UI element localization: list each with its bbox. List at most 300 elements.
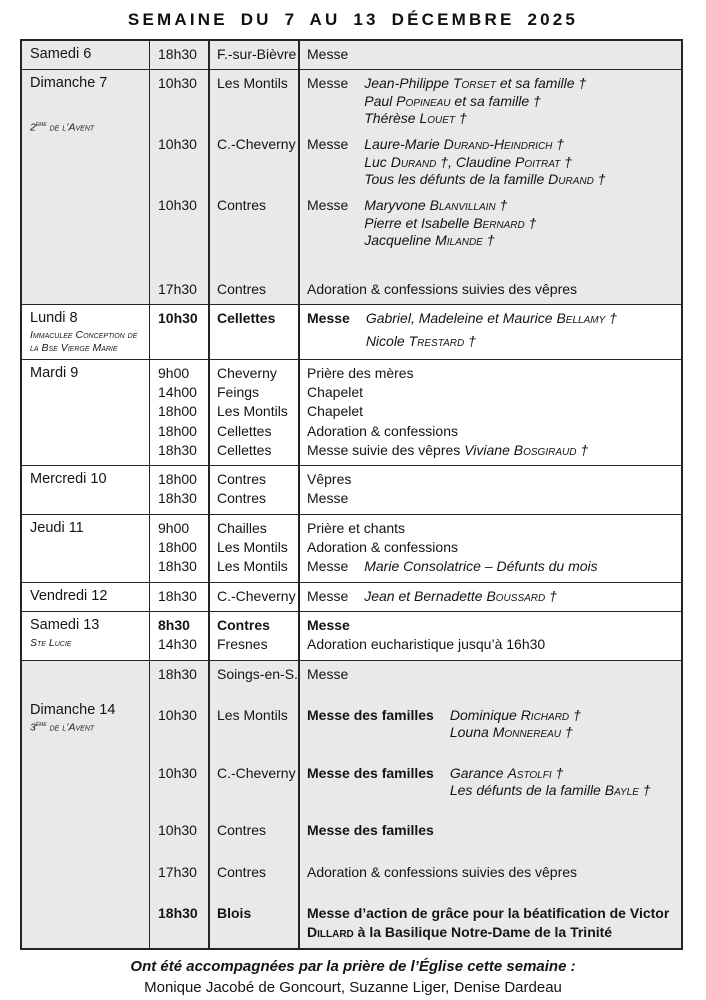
text-segment: ème	[35, 120, 47, 128]
event-row	[150, 364, 681, 383]
time-cell: 10h30	[158, 136, 197, 153]
text-segment: Prière des mères	[307, 364, 414, 381]
place-cell: Feings	[217, 383, 260, 400]
place-cell: Fresnes	[217, 636, 268, 653]
event-label	[307, 489, 348, 508]
text-segment: Richard	[520, 706, 570, 723]
time-cell: 18h30	[158, 441, 197, 458]
column-divider	[298, 583, 300, 611]
text-segment: Viviane	[464, 441, 514, 458]
intentions-block	[364, 557, 597, 575]
event-label	[307, 74, 348, 93]
events-area	[150, 70, 681, 304]
intention-line	[364, 75, 586, 92]
event-row	[150, 706, 681, 742]
event-row	[150, 587, 681, 606]
time-cell: 18h00	[158, 471, 197, 488]
intentions-block	[364, 587, 557, 605]
intentions-block	[450, 764, 651, 800]
column-divider	[298, 41, 300, 69]
place-cell: Les Montils	[217, 558, 288, 575]
page-title: SEMAINE DU 7 AU 13 DÉCEMBRE 2025	[127, 10, 579, 29]
text-segment: †	[561, 724, 573, 741]
day-row	[22, 304, 681, 359]
event-row	[150, 616, 681, 635]
text-segment: Adoration & confessions	[307, 539, 458, 556]
day-row	[22, 582, 681, 611]
column-divider	[298, 515, 300, 582]
time-cell: 14h30	[158, 636, 197, 653]
place-cell: Cheverny	[217, 364, 277, 381]
event-label	[307, 665, 348, 684]
place-cell: Contres	[217, 617, 270, 634]
event-label	[307, 470, 351, 489]
text-segment: Messe	[307, 197, 349, 214]
text-segment: Les défunts de la famille	[449, 782, 605, 799]
day-subtitle	[30, 637, 143, 650]
description-cell	[298, 45, 681, 64]
text-segment: de l’Avent	[46, 121, 95, 134]
text-segment: †	[605, 309, 617, 326]
day-name: Dimanche 14	[30, 701, 116, 718]
text-segment: Messe	[307, 309, 350, 326]
event-row	[150, 519, 681, 538]
event-row	[150, 557, 681, 576]
text-segment: †	[524, 214, 537, 231]
column-divider	[298, 466, 300, 514]
text-segment: Messe	[307, 490, 349, 507]
text-segment: Jacqueline	[364, 232, 436, 249]
description-cell	[298, 557, 681, 576]
day-cell	[22, 612, 150, 660]
column-divider	[208, 305, 210, 359]
description-cell	[298, 383, 681, 402]
text-segment: Monnereau	[492, 724, 562, 741]
time-cell: 10h30	[158, 197, 197, 214]
intention-line	[364, 110, 586, 127]
description-cell	[298, 538, 681, 557]
text-segment: Messe	[307, 617, 350, 634]
description-cell	[298, 196, 681, 249]
place-cell: Contres	[217, 280, 267, 297]
time-cell: 10h30	[158, 75, 197, 92]
day-cell	[22, 515, 150, 582]
time-cell: 9h00	[158, 364, 190, 381]
day-cell	[22, 41, 150, 69]
place-cell: F.-sur-Bièvre	[217, 46, 297, 62]
time-cell: 18h30	[158, 905, 198, 922]
column-divider	[298, 70, 300, 304]
description-cell	[298, 587, 681, 606]
day-cell	[22, 661, 150, 948]
event-row	[150, 45, 681, 64]
event-label	[307, 422, 458, 441]
text-segment: Messe des familles	[307, 764, 434, 781]
place-cell: Contres	[217, 471, 267, 488]
event-label	[307, 538, 458, 557]
text-segment: Adoration eucharistique jusqu’à 16h30	[307, 636, 546, 653]
text-segment: Dillard	[307, 924, 354, 941]
event-row	[150, 764, 681, 800]
event-row	[150, 383, 681, 402]
text-segment: †	[576, 441, 589, 458]
day-row	[22, 514, 681, 582]
events-area	[150, 466, 681, 514]
description-cell	[298, 489, 681, 508]
place-cell: Les Montils	[217, 539, 288, 556]
event-row	[150, 402, 681, 421]
text-segment: Marie Consolatrice – Défunts du mois	[364, 558, 598, 575]
schedule-table	[20, 39, 683, 950]
event-label	[307, 764, 434, 783]
event-label	[307, 196, 348, 215]
description-cell	[298, 764, 681, 800]
place-cell: Contres	[217, 490, 267, 507]
text-segment: †	[560, 153, 572, 170]
description-cell	[298, 635, 681, 654]
column-divider	[208, 41, 210, 69]
text-segment: †	[464, 333, 476, 350]
text-segment: Dominique	[449, 706, 521, 723]
event-row	[150, 441, 681, 460]
text-segment: Louna	[449, 724, 493, 741]
intention-line	[450, 724, 581, 741]
description-cell	[298, 821, 681, 840]
text-segment: Maryvone	[364, 197, 430, 214]
day-name: Samedi 13	[30, 617, 100, 634]
place-cell: Contres	[217, 863, 267, 880]
text-segment: ème	[35, 721, 47, 729]
time-cell: 17h30	[158, 280, 197, 297]
intention-line	[364, 197, 536, 214]
description-cell	[298, 422, 681, 441]
place-cell: C.-Cheverny	[217, 764, 296, 781]
description-cell	[298, 665, 681, 684]
event-label	[307, 45, 348, 64]
column-divider	[208, 466, 210, 514]
text-segment: Bernard	[473, 214, 525, 231]
place-cell: Les Montils	[217, 403, 288, 420]
column-divider	[208, 612, 210, 660]
events-area	[150, 583, 681, 611]
text-segment: Messe	[307, 587, 349, 604]
text-segment: Bellamy	[556, 309, 606, 326]
text-segment: Jean-Philippe	[364, 75, 453, 92]
event-row	[150, 489, 681, 508]
time-cell: 18h00	[158, 403, 197, 420]
text-segment: 3	[30, 721, 36, 734]
day-row	[22, 660, 681, 948]
text-segment: Durand	[548, 171, 594, 188]
text-segment: Messe	[307, 75, 349, 92]
text-segment: Messe	[307, 136, 349, 153]
event-label	[307, 557, 348, 576]
text-segment: Blanvillain	[429, 197, 496, 214]
day-cell	[22, 70, 150, 304]
time-cell: 14h00	[158, 383, 197, 400]
events-area	[150, 661, 681, 948]
time-cell: 9h00	[158, 519, 190, 536]
event-label	[307, 280, 577, 299]
time-cell: 10h30	[158, 309, 198, 326]
day-row	[22, 69, 681, 304]
footer-names: Monique Jacobé de Goncourt, Suzanne Liger, Denise Dardeau	[144, 978, 562, 996]
time-cell: 10h30	[158, 822, 197, 839]
event-row	[150, 470, 681, 489]
text-segment: à la Basilique Notre-Dame de la Trinité	[353, 924, 613, 941]
text-segment: †	[482, 232, 495, 249]
place-cell: Blois	[217, 905, 252, 922]
time-cell: 18h00	[158, 422, 197, 439]
event-label	[307, 587, 348, 606]
text-segment: Ste Lucie	[30, 636, 72, 649]
description-cell	[298, 135, 681, 188]
description-cell	[298, 904, 681, 943]
intention-line	[366, 310, 617, 327]
day-cell	[22, 360, 150, 466]
intention-line	[364, 93, 586, 110]
text-segment: †, Claudine	[436, 153, 515, 170]
text-segment: Bosgiraud	[513, 441, 577, 458]
time-cell: 17h30	[158, 863, 197, 880]
description-cell	[298, 470, 681, 489]
text-segment: Pierre et Isabelle	[364, 214, 474, 231]
day-cell	[22, 583, 150, 611]
column-divider	[298, 612, 300, 660]
events-area	[150, 360, 681, 466]
description-cell	[298, 519, 681, 538]
intention-line	[366, 333, 617, 350]
text-segment: Messe	[307, 665, 349, 682]
text-segment: Messe suivie des vêpres	[307, 441, 465, 458]
text-segment: Prière et chants	[307, 519, 406, 536]
column-divider	[208, 70, 210, 304]
description-cell	[298, 364, 681, 383]
description-cell	[298, 74, 681, 127]
event-row	[150, 74, 681, 127]
time-cell: 18h30	[158, 46, 197, 62]
time-cell: 18h30	[158, 587, 197, 604]
description-cell	[298, 863, 681, 882]
day-subtitle	[30, 329, 143, 354]
text-segment: et sa famille †	[450, 92, 541, 109]
event-label	[307, 309, 350, 328]
text-segment: Bayle	[604, 782, 639, 799]
text-segment: et sa famille †	[495, 75, 587, 92]
events-area	[150, 515, 681, 582]
text-segment: Torset	[452, 75, 496, 92]
text-segment: Popineau	[396, 92, 451, 109]
event-label	[307, 821, 434, 840]
day-cell	[22, 305, 150, 359]
text-segment: †	[569, 706, 581, 723]
description-cell	[298, 280, 681, 299]
text-segment: †	[455, 110, 467, 127]
time-cell: 18h00	[158, 539, 197, 556]
day-row	[22, 611, 681, 660]
place-cell: Chailles	[217, 519, 267, 536]
intention-line	[364, 558, 597, 575]
event-label	[307, 863, 577, 882]
day-cell	[22, 466, 150, 514]
day-row	[22, 41, 681, 69]
text-segment: Gabriel, Madeleine et Maurice	[365, 309, 557, 326]
text-segment: Adoration & confessions	[307, 422, 458, 439]
intentions-block	[364, 196, 536, 249]
footer-heading: Ont été accompagnées par la prière de l’Église cette semaine :	[130, 957, 576, 975]
footer	[0, 958, 706, 996]
event-row	[150, 422, 681, 441]
description-cell	[298, 616, 681, 635]
intention-line	[364, 136, 605, 153]
intention-line	[450, 782, 651, 799]
time-cell: 18h30	[158, 665, 197, 682]
text-segment: †	[552, 136, 565, 153]
text-segment: 2	[30, 121, 36, 134]
event-label	[307, 519, 405, 538]
text-segment: Messe des familles	[307, 822, 434, 839]
event-label	[307, 441, 588, 460]
event-label	[307, 135, 348, 154]
column-divider	[208, 360, 210, 466]
text-segment: Poitrat	[514, 153, 561, 170]
text-segment: Tous les défunts de la famille	[364, 171, 549, 188]
event-row	[150, 280, 681, 299]
day-name: Samedi 6	[30, 46, 92, 62]
intention-line	[364, 232, 536, 249]
event-row	[150, 196, 681, 249]
text-segment: Immaculee Conception de la Bse Vierge Marie	[30, 329, 138, 355]
event-row	[150, 309, 681, 351]
events-area	[150, 41, 681, 69]
intention-line	[364, 154, 605, 171]
text-segment: Trestard	[408, 333, 465, 350]
day-name: Mercredi 10	[30, 471, 107, 488]
time-cell: 10h30	[158, 764, 197, 781]
day-name: Mardi 9	[30, 364, 79, 381]
text-segment: Laure-Marie	[364, 136, 444, 153]
text-segment: Adoration & confessions suivies des vêpres	[307, 280, 578, 297]
event-label	[307, 706, 434, 725]
event-row	[150, 538, 681, 557]
intention-line	[364, 171, 605, 188]
text-segment: Astolfi	[507, 764, 552, 781]
event-row	[150, 821, 681, 840]
event-row	[150, 635, 681, 654]
text-segment: Garance	[449, 764, 508, 781]
intention-line	[364, 588, 557, 605]
description-cell	[298, 309, 681, 351]
day-subtitle	[30, 721, 143, 734]
place-cell: Soings-en-S.	[217, 665, 298, 682]
event-label	[307, 364, 414, 383]
place-cell: Contres	[217, 822, 267, 839]
intentions-block	[364, 135, 605, 188]
place-cell: C.-Cheverny	[217, 587, 296, 604]
text-segment: Messe des familles	[307, 706, 434, 723]
place-cell: Contres	[217, 197, 267, 214]
text-segment: Durand-Heindrich	[443, 136, 553, 153]
text-segment: Messe	[307, 558, 349, 575]
time-cell: 18h30	[158, 490, 197, 507]
description-cell	[298, 441, 681, 460]
description-cell	[298, 706, 681, 742]
place-cell: Les Montils	[217, 706, 288, 723]
intentions-block	[450, 706, 581, 742]
intentions-block	[366, 309, 617, 351]
column-divider	[208, 661, 210, 948]
description-cell	[298, 402, 681, 421]
events-area	[150, 612, 681, 660]
column-divider	[298, 661, 300, 948]
time-cell: 10h30	[158, 706, 197, 723]
event-label	[307, 635, 545, 654]
text-segment: Paul	[364, 92, 397, 109]
text-segment: †	[495, 197, 508, 214]
day-row	[22, 465, 681, 514]
day-row	[22, 359, 681, 466]
event-label	[307, 904, 673, 943]
event-label	[307, 383, 363, 402]
place-cell: C.-Cheverny	[217, 136, 296, 153]
event-row	[150, 904, 681, 943]
text-segment: Nicole	[365, 333, 409, 350]
text-segment: Messe	[307, 46, 349, 62]
day-name: Vendredi 12	[30, 587, 108, 604]
text-segment: Jean et Bernadette	[364, 587, 487, 604]
intentions-block	[364, 74, 586, 127]
text-segment: Durand	[390, 153, 437, 170]
text-segment: Messe d’action de grâce pour la béatification de Victor	[307, 905, 670, 922]
place-cell: Cellettes	[217, 309, 276, 326]
day-name: Lundi 8	[30, 309, 78, 326]
text-segment: Chapelet	[307, 383, 364, 400]
intention-line	[450, 765, 651, 782]
place-cell: Cellettes	[217, 422, 272, 439]
day-subtitle	[30, 121, 143, 134]
text-segment: †	[551, 764, 564, 781]
text-segment: Vêpres	[307, 471, 352, 488]
text-segment: Milande	[435, 232, 483, 249]
place-cell: Cellettes	[217, 441, 272, 458]
text-segment: †	[638, 782, 651, 799]
text-segment: Adoration & confessions suivies des vêpres	[307, 863, 578, 880]
events-area	[150, 305, 681, 359]
text-segment: de l’Avent	[46, 721, 95, 734]
day-name: Jeudi 11	[30, 519, 84, 536]
time-cell: 8h30	[158, 617, 190, 634]
event-row	[150, 135, 681, 188]
column-divider	[298, 360, 300, 466]
event-label	[307, 616, 350, 635]
event-row	[150, 863, 681, 882]
column-divider	[298, 305, 300, 359]
intention-line	[450, 707, 581, 724]
text-segment: Boussard	[486, 587, 546, 604]
text-segment: †	[545, 587, 557, 604]
place-cell: Les Montils	[217, 75, 288, 92]
column-divider	[208, 515, 210, 582]
day-name: Dimanche 7	[30, 75, 108, 92]
event-row	[150, 665, 681, 684]
column-divider	[208, 583, 210, 611]
intention-line	[364, 215, 536, 232]
text-segment: Thérèse	[364, 110, 420, 127]
text-segment: Louet	[419, 110, 456, 127]
text-segment: †	[593, 171, 606, 188]
event-label	[307, 402, 363, 421]
time-cell: 18h30	[158, 558, 197, 575]
